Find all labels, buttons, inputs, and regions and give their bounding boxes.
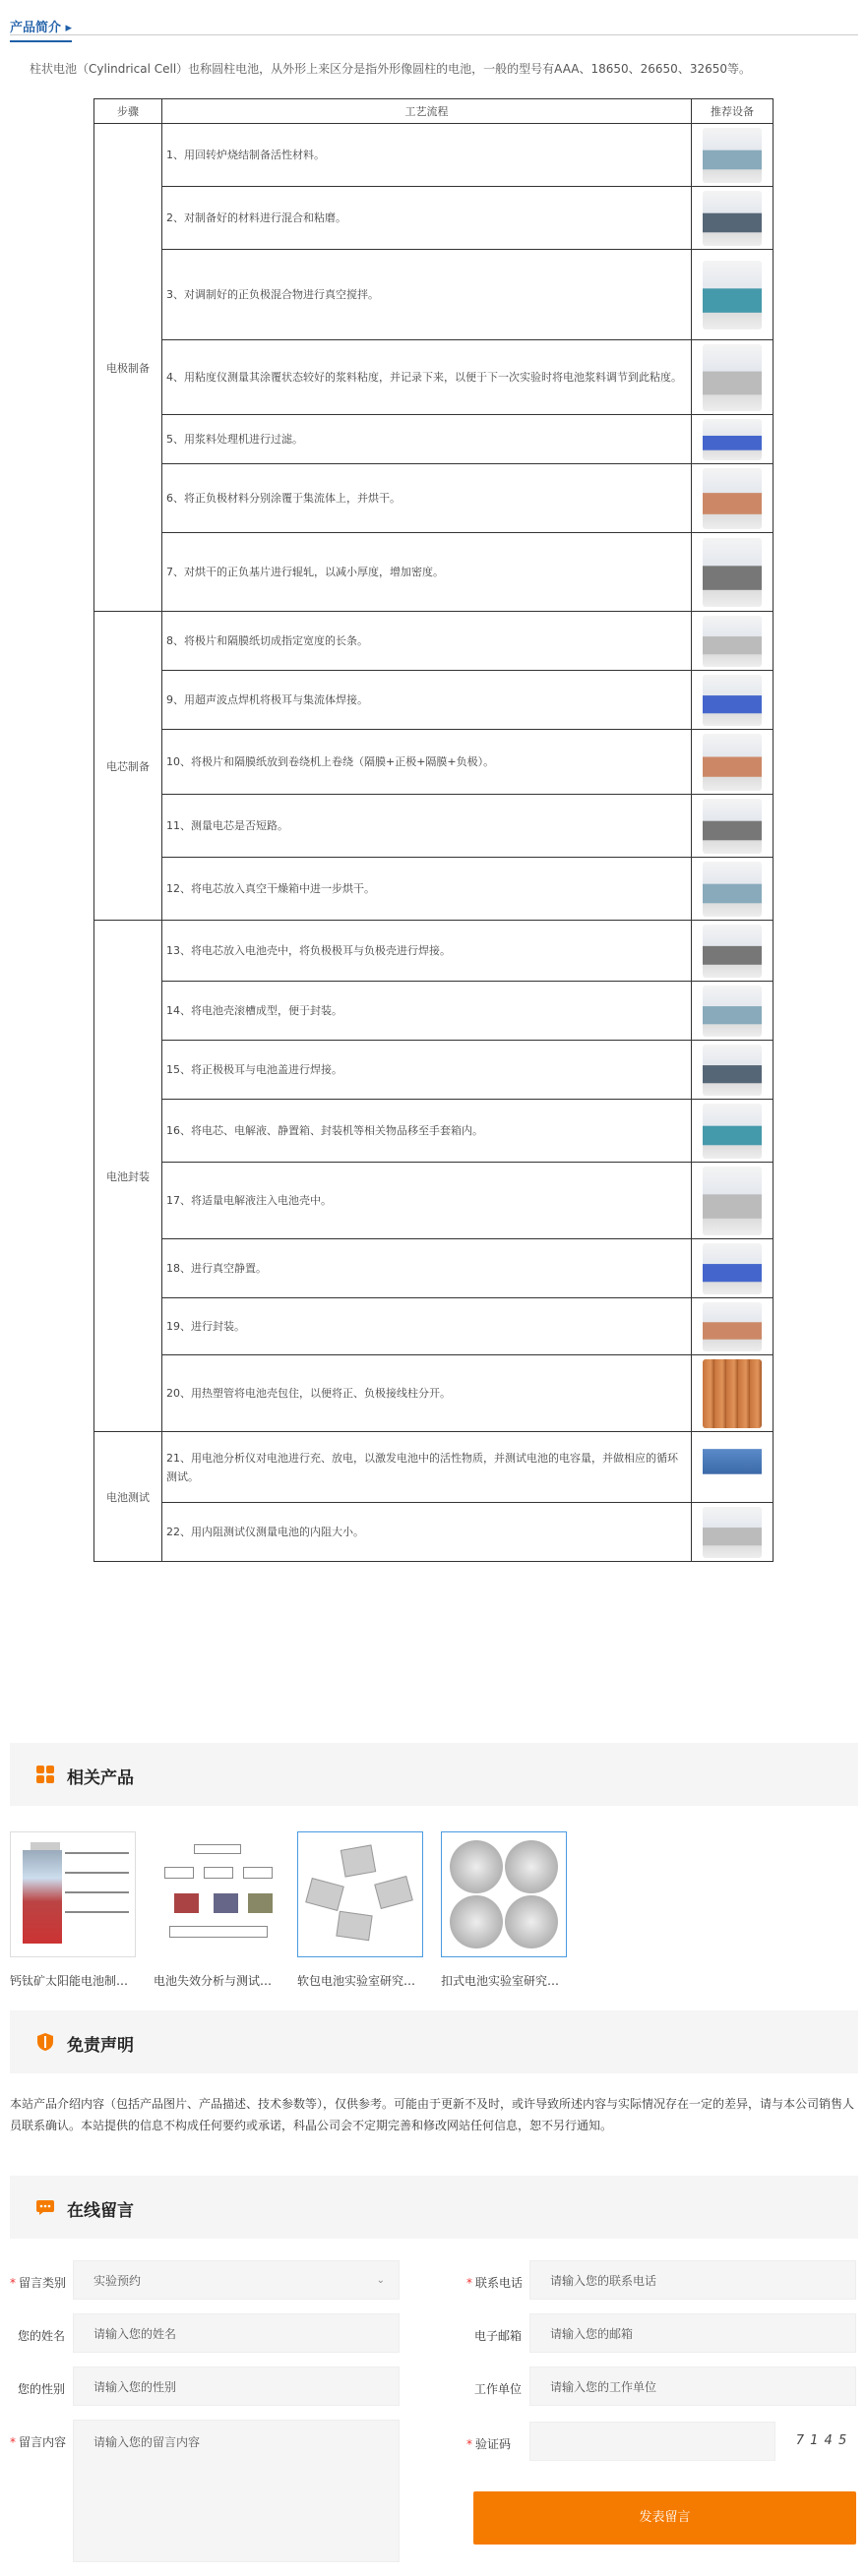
equipment-image[interactable] <box>703 1302 762 1351</box>
table-row <box>94 921 774 982</box>
section-title: 产品简介 ▸ <box>10 17 72 42</box>
equipment-image[interactable] <box>703 1436 762 1499</box>
process-step: 14、将电池壳滚槽成型，便于封装。 <box>162 982 692 1041</box>
equipment-cell <box>692 1041 774 1100</box>
equipment-image[interactable] <box>703 1104 762 1159</box>
type-label: * 留言类别 <box>10 2276 67 2290</box>
name-input[interactable]: 请输入您的姓名 <box>73 2313 400 2353</box>
equipment-cell <box>692 795 774 858</box>
process-step: 21、用电池分析仪对电池进行充、放电，以激发电池中的活性物质，并测试电池的电容量，并做相应的循环测试。 <box>162 1432 692 1503</box>
table-row <box>94 1041 774 1100</box>
captcha-input[interactable] <box>529 2422 775 2461</box>
equipment-cell <box>692 1503 774 1562</box>
table-row <box>94 612 774 671</box>
table-row <box>94 1239 774 1298</box>
content-textarea[interactable]: 请输入您的留言内容 <box>73 2420 400 2562</box>
equipment-cell <box>692 1239 774 1298</box>
table-row <box>94 1355 774 1432</box>
equipment-cell <box>692 187 774 250</box>
process-step: 9、用超声波点焊机将极耳与集流体焊接。 <box>162 671 692 730</box>
equipment-image[interactable] <box>703 986 762 1037</box>
equipment-cell <box>692 250 774 340</box>
disclaimer-title: 免责声明 <box>67 2036 134 2056</box>
process-step: 16、将电芯、电解液、静置箱、封装机等相关物品移至手套箱内。 <box>162 1100 692 1163</box>
stage-cell: 电极制备 <box>94 124 162 612</box>
stage-cell: 电池封装 <box>94 921 162 1432</box>
email-input[interactable]: 请输入您的邮箱 <box>529 2313 856 2353</box>
table-row <box>94 250 774 340</box>
product-thumbnail[interactable] <box>441 1831 567 1957</box>
equipment-image[interactable] <box>703 468 762 529</box>
equipment-image[interactable] <box>703 261 762 329</box>
equipment-cell <box>692 1163 774 1239</box>
equipment-cell <box>692 671 774 730</box>
equipment-cell <box>692 340 774 415</box>
form-title: 在线留言 <box>67 2201 134 2221</box>
equipment-image[interactable] <box>703 1359 762 1428</box>
company-label: 工作单位 <box>474 2382 523 2396</box>
equipment-cell <box>692 1298 774 1355</box>
gender-label: 您的性别 <box>18 2382 66 2396</box>
related-product-card[interactable] <box>297 1831 423 1989</box>
equipment-image[interactable] <box>703 191 762 246</box>
equipment-image[interactable] <box>703 1243 762 1294</box>
content-label: * 留言内容 <box>10 2435 67 2449</box>
equipment-image[interactable] <box>703 1507 762 1558</box>
process-step: 18、进行真空静置。 <box>162 1239 692 1298</box>
product-thumbnail[interactable] <box>10 1831 136 1957</box>
process-step: 17、将适量电解液注入电池壳中。 <box>162 1163 692 1239</box>
equipment-cell <box>692 124 774 187</box>
table-row <box>94 1432 774 1503</box>
chat-icon <box>35 2197 55 2217</box>
process-step: 7、对烘干的正负基片进行辊轧，以减小厚度，增加密度。 <box>162 533 692 612</box>
process-step: 10、将极片和隔膜纸放到卷绕机上卷绕（隔膜+正极+隔膜+负极）。 <box>162 730 692 795</box>
product-name[interactable]: 钙钛矿太阳能电池制… <box>10 1974 129 1988</box>
chevron-down-icon: ⌄ <box>376 2275 385 2286</box>
process-step: 15、将正极极耳与电池盖进行焊接。 <box>162 1041 692 1100</box>
table-row <box>94 124 774 187</box>
email-label: 电子邮箱 <box>474 2329 523 2343</box>
product-name[interactable]: 软包电池实验室研究… <box>297 1974 416 1988</box>
process-step: 13、将电芯放入电池壳中，将负极极耳与负极壳进行焊接。 <box>162 921 692 982</box>
equipment-cell <box>692 612 774 671</box>
header-process: 工艺流程 <box>162 99 692 124</box>
equipment-image[interactable] <box>703 128 762 183</box>
equipment-image[interactable] <box>703 1167 762 1235</box>
related-product-card[interactable] <box>10 1831 136 1989</box>
submit-button[interactable]: 发表留言 <box>473 2491 856 2545</box>
equipment-cell <box>692 730 774 795</box>
product-thumbnail[interactable] <box>154 1831 279 1957</box>
process-table <box>93 98 774 1562</box>
product-thumbnail[interactable] <box>297 1831 423 1957</box>
table-row <box>94 795 774 858</box>
table-row <box>94 730 774 795</box>
table-row <box>94 858 774 921</box>
equipment-image[interactable] <box>703 1045 762 1096</box>
equipment-cell <box>692 1355 774 1432</box>
process-step: 22、用内阻测试仪测量电池的内阻大小。 <box>162 1503 692 1562</box>
intro-text: 柱状电池（Cylindrical Cell）也称圆柱电池，从外形上来区分是指外形像圆柱的电池，一般的型号有AAA、18650、26650、32650等。 <box>30 62 751 76</box>
header-equipment: 推荐设备 <box>692 99 774 124</box>
equipment-image[interactable] <box>703 862 762 917</box>
process-step: 5、用浆料处理机进行过滤。 <box>162 415 692 464</box>
equipment-cell <box>692 1100 774 1163</box>
equipment-image[interactable] <box>703 419 762 460</box>
equipment-image[interactable] <box>703 538 762 607</box>
table-row <box>94 1163 774 1239</box>
equipment-image[interactable] <box>703 799 762 854</box>
disclaimer-header <box>10 2010 858 2073</box>
table-row <box>94 533 774 612</box>
table-row <box>94 1298 774 1355</box>
process-step: 2、对制备好的材料进行混合和粘磨。 <box>162 187 692 250</box>
stage-cell: 电芯制备 <box>94 612 162 921</box>
name-label: 您的姓名 <box>18 2329 66 2343</box>
table-row <box>94 671 774 730</box>
equipment-cell <box>692 921 774 982</box>
stage-cell: 电池测试 <box>94 1432 162 1562</box>
company-input[interactable]: 请输入您的工作单位 <box>529 2366 856 2406</box>
type-select[interactable]: 实验预约 ⌄ <box>73 2260 400 2300</box>
process-step: 12、将电芯放入真空干燥箱中进一步烘干。 <box>162 858 692 921</box>
captcha-label: * 验证码 <box>466 2437 512 2451</box>
process-step: 1、用回转炉烧结制备活性材料。 <box>162 124 692 187</box>
process-step: 19、进行封装。 <box>162 1298 692 1355</box>
product-name[interactable]: 扣式电池实验室研究… <box>441 1974 560 1988</box>
table-row <box>94 1503 774 1562</box>
related-product-card[interactable] <box>441 1831 567 1989</box>
equipment-cell <box>692 415 774 464</box>
equipment-image[interactable] <box>703 734 762 791</box>
table-header-row <box>94 99 774 124</box>
table-row <box>94 1100 774 1163</box>
grid-icon <box>35 1765 55 1784</box>
process-step: 20、用热塑管将电池壳包住，以便将正、负极接线柱分开。 <box>162 1355 692 1432</box>
table-row <box>94 415 774 464</box>
phone-input[interactable]: 请输入您的联系电话 <box>529 2260 856 2300</box>
related-product-card[interactable] <box>154 1831 279 1989</box>
disclaimer-text: 本站产品介绍内容（包括产品图片、产品描述、技术参数等），仅供参考。可能由于更新不及时，或许导致所述内容与实际情况存在一定的差异，请与本公司销售人员联系确认。本站提供的信息不构成任何要约或承诺，科晶公司会不定期完善和修改网站任何信息，恕不另行通知。 <box>10 2097 855 2132</box>
equipment-cell <box>692 1432 774 1503</box>
gender-input[interactable]: 请输入您的性别 <box>73 2366 400 2406</box>
table-row <box>94 464 774 533</box>
equipment-image[interactable] <box>703 344 762 411</box>
equipment-cell <box>692 464 774 533</box>
process-step: 11、测量电芯是否短路。 <box>162 795 692 858</box>
related-products-header <box>10 1743 858 1806</box>
process-step: 3、对调制好的正负极混合物进行真空搅拌。 <box>162 250 692 340</box>
equipment-cell <box>692 858 774 921</box>
process-step: 8、将极片和隔膜纸切成指定宽度的长条。 <box>162 612 692 671</box>
table-row <box>94 340 774 415</box>
equipment-image[interactable] <box>703 616 762 667</box>
equipment-cell <box>692 982 774 1041</box>
phone-label: * 联系电话 <box>466 2276 524 2290</box>
captcha-image[interactable]: 7 1 4 5 <box>795 2433 848 2448</box>
section-header <box>10 10 858 35</box>
product-name[interactable]: 电池失效分析与测试… <box>154 1974 273 1988</box>
message-form-header <box>10 2176 858 2239</box>
shield-icon <box>35 2032 55 2052</box>
process-step: 4、用粘度仪测量其涂覆状态较好的浆料粘度，并记录下来，以便于下一次实验时将电池浆料调节到此粘度。 <box>162 340 692 415</box>
header-step: 步骤 <box>94 99 162 124</box>
equipment-cell <box>692 533 774 612</box>
process-step: 6、将正负极材料分别涂覆于集流体上，并烘干。 <box>162 464 692 533</box>
related-title: 相关产品 <box>67 1768 134 1788</box>
equipment-image[interactable] <box>703 675 762 726</box>
equipment-image[interactable] <box>703 925 762 978</box>
table-row <box>94 187 774 250</box>
table-row <box>94 982 774 1041</box>
